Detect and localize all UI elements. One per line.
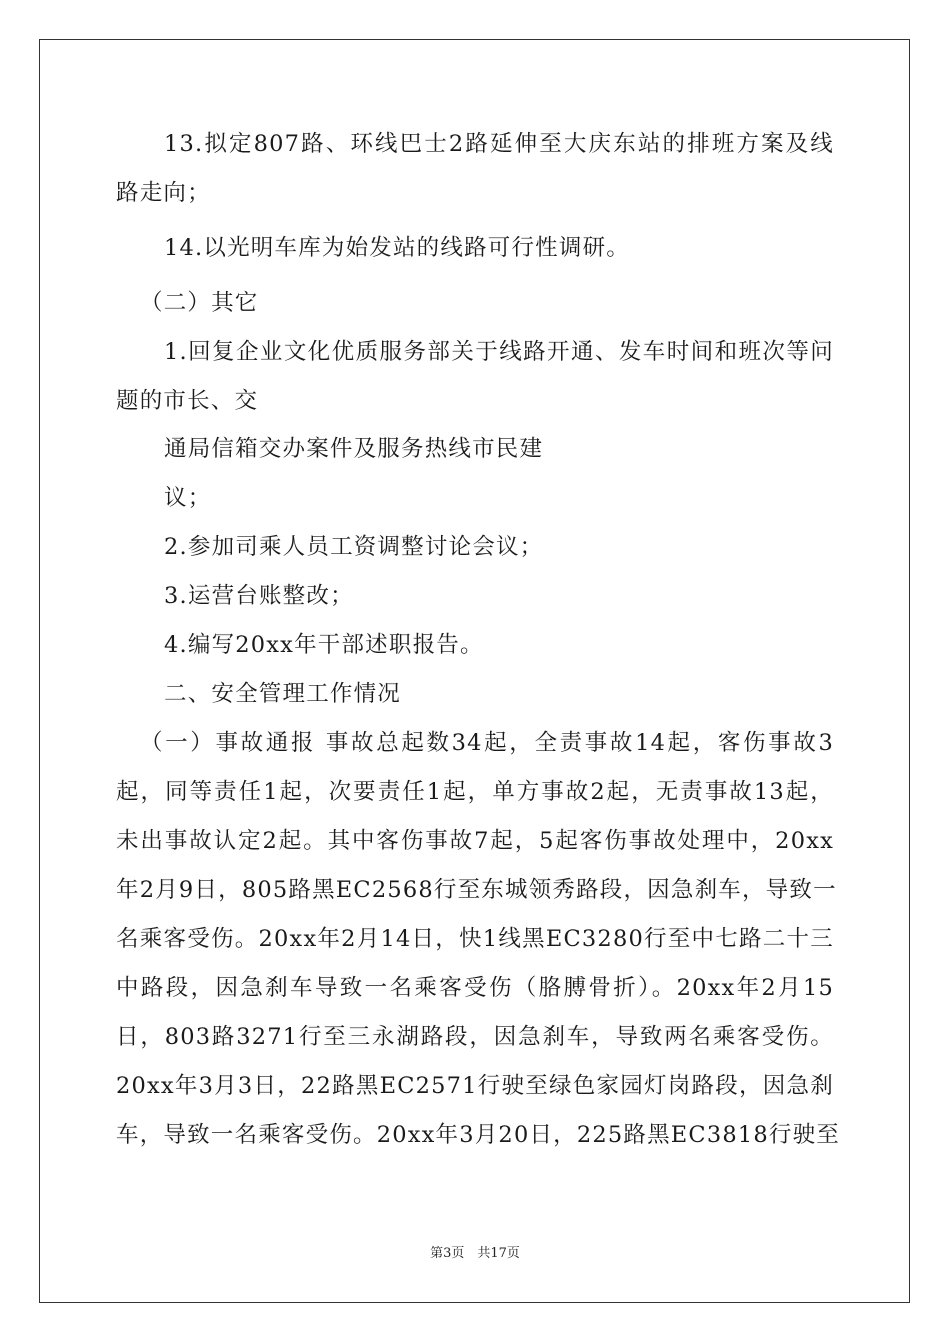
section-heading: （二）其它 [140, 290, 259, 316]
text-line: 13.拟定807路、环线巴士2路延伸至大庆东站的排班方案及线 [164, 131, 834, 157]
text-line: 名乘客受伤。20xx年2月14日，快1线黑EC3280行至中七路二十三 [116, 926, 834, 952]
text-line: 未出事故认定2起。其中客伤事故7起，5起客伤事故处理中，20xx [116, 828, 834, 854]
text-line: 通局信箱交办案件及服务热线市民建 [164, 436, 544, 462]
text-line: 车，导致一名乘客受伤。20xx年3月20日，225路黑EC3818行驶至 [116, 1122, 841, 1148]
text-line: 路走向； [116, 180, 211, 206]
text-line: 起，同等责任1起，次要责任1起，单方事故2起，无责事故13起， [116, 779, 834, 805]
text-line: 2.参加司乘人员工资调整讨论会议； [164, 534, 544, 560]
text-line: 日，803路3271行至三永湖路段，因急刹车，导致两名乘客受伤。 [116, 1024, 834, 1050]
text-line: 题的市长、交 [116, 388, 259, 414]
text-line: 4.编写20xx年干部述职报告。 [164, 632, 484, 658]
text-line: 14.以光明车库为始发站的线路可行性调研。 [164, 235, 630, 261]
page-border [39, 39, 910, 1303]
section-heading: 二、安全管理工作情况 [164, 681, 402, 707]
text-line: 年2月9日，805路黑EC2568行至东城领秀路段，因急刹车，导致一 [116, 877, 837, 903]
text-line: 3.运营台账整改； [164, 583, 354, 609]
page-number-footer: 第3页 共17页 [430, 1246, 520, 1261]
text-line: 1.回复企业文化优质服务部关于线路开通、发车时间和班次等问 [164, 339, 834, 365]
text-line: 20xx年3月3日，22路黑EC2571行驶至绿色家园灯岗路段，因急刹 [116, 1073, 834, 1099]
text-line: 议； [164, 485, 212, 511]
text-line: （一）事故通报 事故总起数34起，全责事故14起，客伤事故3 [140, 730, 834, 756]
text-line: 中路段，因急刹车导致一名乘客受伤（胳膊骨折）。20xx年2月15 [116, 975, 834, 1001]
